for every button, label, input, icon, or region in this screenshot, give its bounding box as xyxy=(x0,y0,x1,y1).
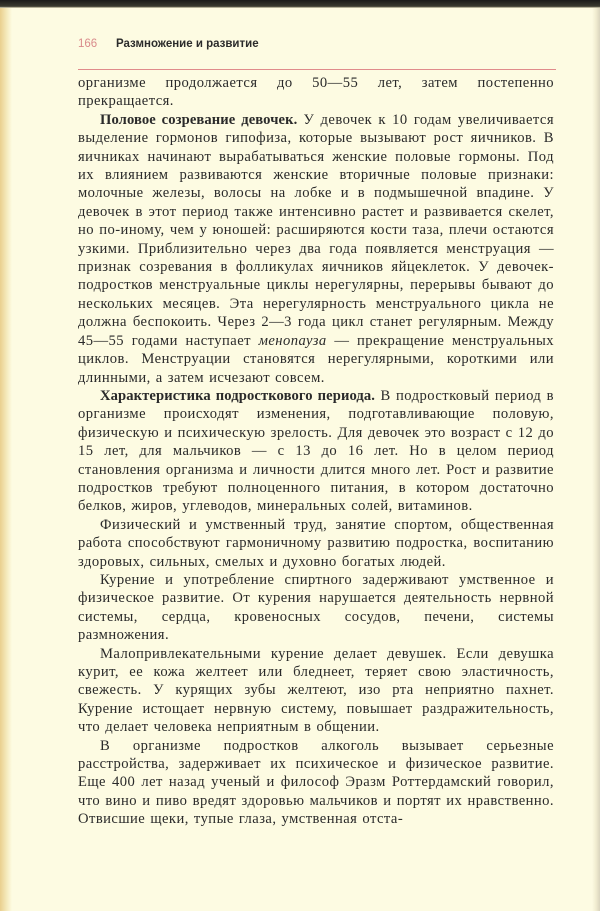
section-title: Размножение и развитие xyxy=(116,38,259,50)
term-menopause: менопауза xyxy=(258,332,327,349)
paragraph-heading: Половое созревание девочек. xyxy=(100,111,298,128)
paragraph-adolescence: Характеристика подросткового периода. В подростковый период в организме происходят изменения, подготавливающие половую, физическую и психическую зрелость. Для девочек это возраст с 12 до 15 лет, для мальчиков — с 13 до 16 лет. Но в целом период становления организма и личности длится много лет. Рост и развитие подростков требуют полноценного питания, в котором достаточно белков, жиров, углеводов, минеральных солей, витаминов. xyxy=(78,387,554,515)
paragraph-alcohol-teens: В организме подростков алкоголь вызывает серьезные расстройства, задерживает их психическое и физическое развитие. Еще 400 лет назад ученый и философ Эразм Роттердамский говорил, что вино и пиво вредят здоровью мальчиков и портят их нравственно. Отвисшие щеки, тупые глаза, умственная отста- xyxy=(78,737,554,828)
page-left-edge xyxy=(0,8,12,911)
page-right-edge xyxy=(592,8,600,911)
scan-top-border xyxy=(0,0,600,8)
paragraph-heading: Характеристика подросткового периода. xyxy=(100,387,376,404)
paragraph-puberty-girls: Половое созревание девочек. У девочек к 10 годам увеличивается выделение гормонов гипофиза, которые вызывают рост яичников. В яичниках начинают вырабатываться женские половые гормоны. Под их влиянием развиваются женские вторичные половые признаки: молочные железы, волосы на лобке и в подмышечной впадине. У девочек в этот период также интенсивно растет и развивается скелет, но по-иному, чем у юношей: расширяются кости таза, плечи остаются узкими. Приблизительно через два года появляется менструация — признак созревания в фолликулах яичников яйцеклеток. У девочек-подростков менструальные циклы нерегулярны, перерывы бывают до нескольких месяцев. Эта нерегулярность менструального цикла не должна беспокоить. Через 2—3 года цикл станет регулярным. Между 45—55 годами наступает менопауза — прекращение менструальных циклов. Менструации становятся нерегулярными, короткими или длинными, а затем исчезают совсем. xyxy=(78,111,554,386)
paragraph-smoking-alcohol: Курение и употребление спиртного задерживают умственное и физическое развитие. От курения нарушается деятельность нервной системы, сердца, кровеносных сосудов, печени, системы размножения. xyxy=(78,571,554,644)
page-number: 166 xyxy=(78,38,98,50)
paragraph-continuation: организме продолжается до 50—55 лет, затем постепенно прекращается. xyxy=(78,75,554,110)
running-head xyxy=(78,38,554,60)
body-text xyxy=(78,74,554,829)
header-rule xyxy=(78,69,556,70)
paragraph-labor-sport: Физический и умственный труд, занятие спортом, общественная работа способствуют гармоничному развитию подростка, воспитанию здоровых, сильных, смелых и духовно богатых людей. xyxy=(78,516,554,570)
book-page xyxy=(78,38,554,829)
paragraph-smoking-girls: Малопривлекательными курение делает девушек. Если девушка курит, ее кожа желтеет или бледнеет, теряет свою эластичность, свежесть. У курящих зубы желтеют, изо рта неприятно пахнет. Курение истощает нервную систему, повышает раздражительность, что делает человека неприятным в общении. xyxy=(78,645,554,736)
